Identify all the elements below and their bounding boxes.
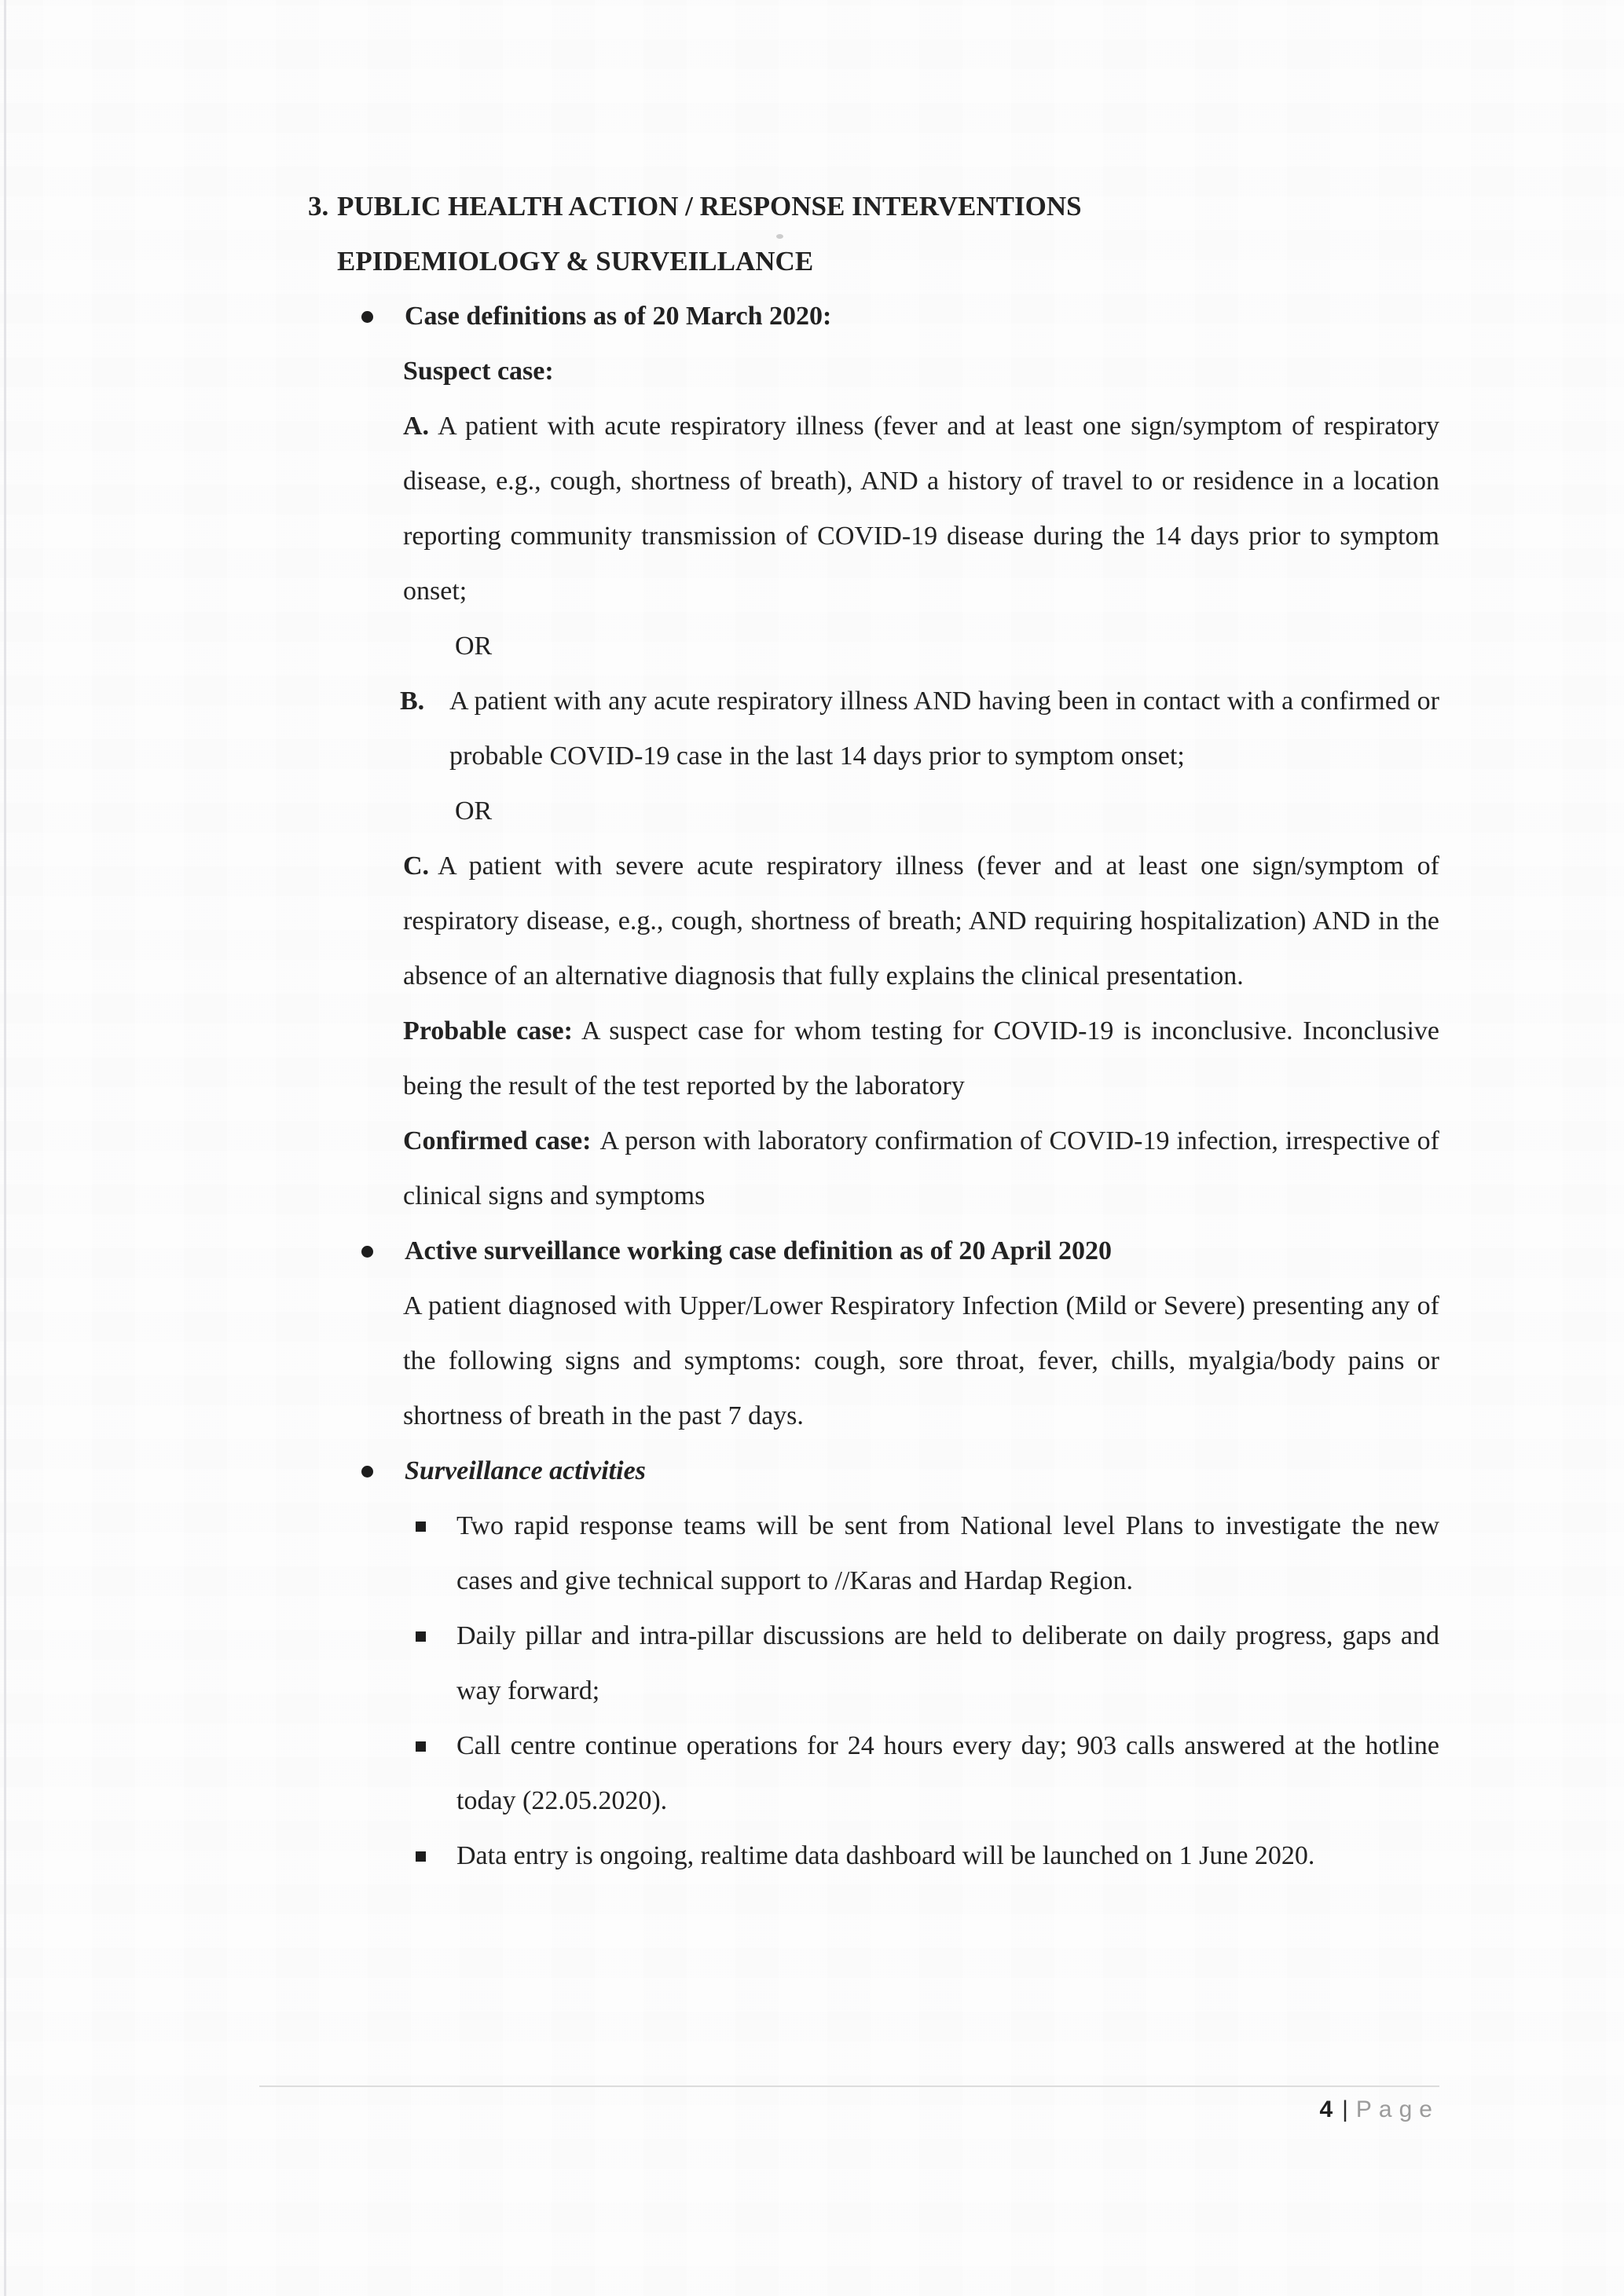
item-a-text: A patient with acute respiratory illness (fever and at least one sign/symptom of respiratory disease, e.g., cough, shortness of breath), AND a history of travel to or residence in a location reporting community transmission of COVID-19 disease during the 14 days prior to symptom onset; xyxy=(403,412,1439,606)
surveillance-activity-item xyxy=(414,1719,1439,1829)
square-bullet-icon xyxy=(416,1851,426,1862)
probable-case-label: Probable case: xyxy=(403,1016,573,1045)
bullet-case-definitions xyxy=(308,289,1439,344)
suspect-case-item-b xyxy=(400,674,1439,784)
surveillance-activities-title: Surveillance activities xyxy=(405,1456,646,1485)
item-c-text: A patient with severe acute respiratory illness (fever and at least one sign/symptom of respiratory disease, e.g., cough, shortness of breath; AND requiring hospitalization) AND in the absence of an alternative diagnosis that fully explains the clinical presentation. xyxy=(403,851,1439,991)
document-content xyxy=(308,179,1439,1884)
page-footer xyxy=(259,2093,1439,2127)
surveillance-activity-item xyxy=(414,1499,1439,1609)
square-bullet-icon xyxy=(416,1741,426,1752)
footer-page-word: Page xyxy=(1355,2096,1439,2122)
activity-data-entry: Data entry is ongoing, realtime data dashboard will be launched on 1 June 2020. xyxy=(456,1841,1315,1870)
bullet-icon xyxy=(361,1466,373,1478)
section-number: 3. xyxy=(308,191,329,222)
page-number: 4 xyxy=(1319,2096,1333,2122)
confirmed-case-text: A person with laboratory confirmation of COVID-19 infection, irrespective of clinical signs and symptoms xyxy=(403,1126,1439,1210)
surveillance-activity-item xyxy=(414,1829,1439,1884)
footer-separator: | xyxy=(1342,2096,1348,2122)
item-c-label: C. xyxy=(403,851,430,881)
probable-case-text: A suspect case for whom testing for COVID-19 is inconclusive. Inconclusive being the result of the test reported by the laboratory xyxy=(403,1016,1439,1100)
bullet-active-surveillance xyxy=(308,1224,1439,1279)
confirmed-case-paragraph xyxy=(403,1114,1439,1224)
suspect-case-label: Suspect case: xyxy=(403,357,554,386)
active-surveillance-text: A patient diagnosed with Upper/Lower Respiratory Infection (Mild or Severe) presenting any of the following signs and symptoms: cough, sore throat, fever, chills, myalgia/body pains or shortness of breath in the past 7 days. xyxy=(403,1291,1439,1430)
or-divider-2: OR xyxy=(455,796,493,826)
active-surveillance-title: Active surveillance working case definition as of 20 April 2020 xyxy=(405,1236,1113,1265)
confirmed-case-label: Confirmed case: xyxy=(403,1126,592,1155)
bullet-icon xyxy=(361,1246,373,1258)
item-b-label: B. xyxy=(400,687,425,716)
suspect-case-item-a xyxy=(403,399,1439,619)
activity-rapid-response-teams: Two rapid response teams will be sent from National level Plans to investigate the new cases and give technical support to //Karas and Hardap Region. xyxy=(456,1511,1439,1595)
case-definitions-title: Case definitions as of 20 March 2020: xyxy=(405,302,832,331)
suspect-case-item-c xyxy=(403,839,1439,1004)
item-a-label: A. xyxy=(403,412,430,441)
footer-divider-line xyxy=(259,2085,1439,2087)
or-divider-1: OR xyxy=(455,632,493,661)
section-heading xyxy=(308,179,1439,234)
activity-call-centre: Call centre continue operations for 24 hours every day; 903 calls answered at the hotline today (22.05.2020). xyxy=(456,1731,1439,1815)
section-subtitle: EPIDEMIOLOGY & SURVEILLANCE xyxy=(337,246,814,276)
item-b-text: A patient with any acute respiratory illness AND having been in contact with a confirmed or probable COVID-19 case in the last 14 days prior to symptom onset; xyxy=(449,687,1439,771)
bullet-surveillance-activities xyxy=(308,1444,1439,1499)
activity-daily-pillar-discussions: Daily pillar and intra-pillar discussions are held to deliberate on daily progress, gaps and way forward; xyxy=(456,1621,1439,1705)
bullet-icon xyxy=(361,311,373,323)
section-title: PUBLIC HEALTH ACTION / RESPONSE INTERVENTIONS xyxy=(337,191,1082,222)
probable-case-paragraph xyxy=(403,1004,1439,1114)
square-bullet-icon xyxy=(416,1522,426,1532)
surveillance-activity-item xyxy=(414,1609,1439,1719)
scan-edge-line xyxy=(4,0,6,2296)
square-bullet-icon xyxy=(416,1631,426,1642)
